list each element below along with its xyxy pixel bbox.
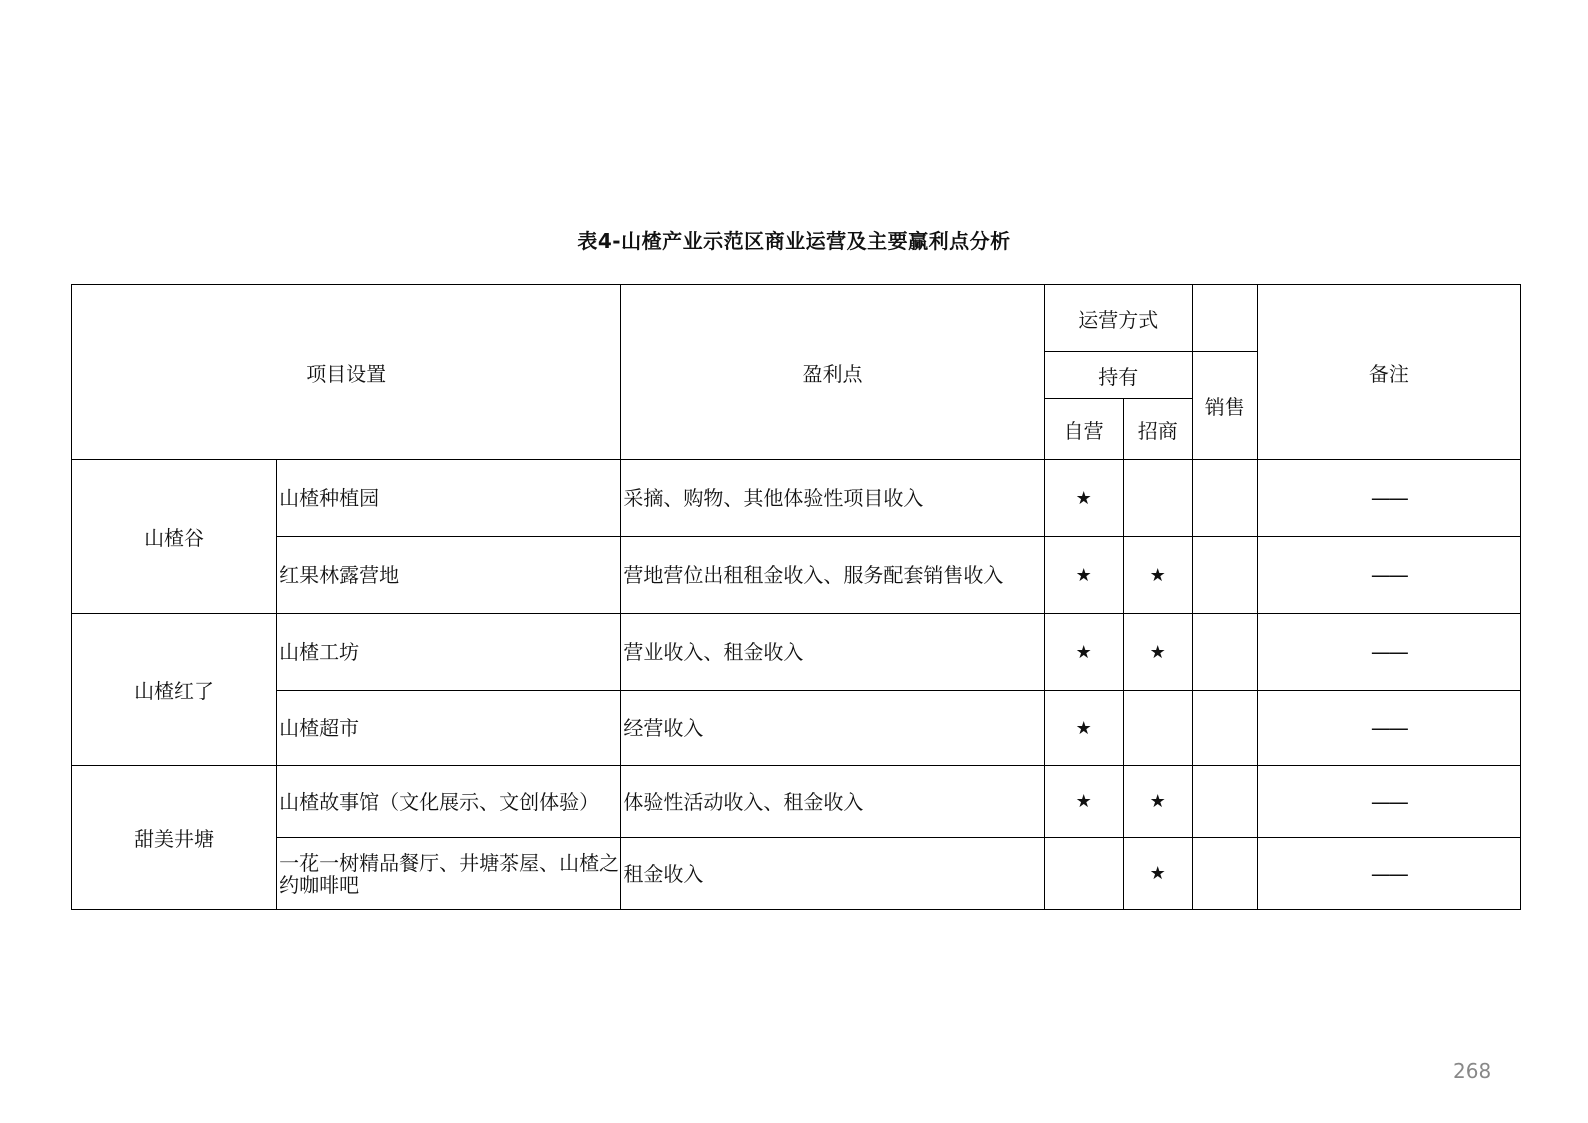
invite-cell — [1123, 691, 1192, 766]
invite-cell: ★ — [1123, 766, 1192, 838]
self-cell: ★ — [1044, 460, 1123, 537]
header-note: 备注 — [1257, 285, 1520, 460]
item-cell: 一花一树精品餐厅、井塘茶屋、山楂之约咖啡吧 — [277, 838, 621, 910]
sale-cell — [1192, 691, 1257, 766]
note-cell: —— — [1370, 716, 1407, 740]
header-invite: 招商 — [1123, 399, 1192, 460]
sale-cell — [1192, 460, 1257, 537]
self-cell — [1044, 838, 1123, 910]
profit-cell: 采摘、购物、其他体验性项目收入 — [621, 460, 1044, 537]
invite-cell: ★ — [1123, 614, 1192, 691]
table-row — [72, 460, 1521, 537]
header-hold: 持有 — [1044, 352, 1192, 399]
item-cell: 山楂故事馆（文化展示、文创体验） — [277, 766, 621, 838]
profit-cell: 营地营位出租租金收入、服务配套销售收入 — [621, 537, 1044, 614]
note-cell: —— — [1370, 563, 1407, 587]
header-sale: 销售 — [1192, 352, 1257, 460]
note-cell: —— — [1370, 861, 1407, 886]
self-cell: ★ — [1044, 766, 1123, 838]
profit-cell: 经营收入 — [621, 691, 1044, 766]
table-row — [72, 537, 1521, 614]
item-cell: 红果林露营地 — [277, 537, 621, 614]
header-profit: 盈利点 — [621, 285, 1044, 460]
header-self: 自营 — [1044, 399, 1123, 460]
group-name: 山楂谷 — [72, 460, 277, 614]
invite-cell — [1123, 460, 1192, 537]
self-cell: ★ — [1044, 691, 1123, 766]
profit-analysis-table — [71, 284, 1521, 910]
table-row — [72, 614, 1521, 691]
table-row — [72, 766, 1521, 838]
profit-cell: 体验性活动收入、租金收入 — [621, 766, 1044, 838]
header-blank — [1192, 285, 1257, 352]
page-number: 268 — [1453, 1059, 1492, 1083]
self-cell: ★ — [1044, 614, 1123, 691]
item-cell: 山楂超市 — [277, 691, 621, 766]
table-row — [72, 838, 1521, 910]
item-cell: 山楂种植园 — [277, 460, 621, 537]
header-operation: 运营方式 — [1044, 285, 1192, 352]
group-name: 甜美井塘 — [72, 766, 277, 910]
invite-cell: ★ — [1123, 537, 1192, 614]
sale-cell — [1192, 838, 1257, 910]
sale-cell — [1192, 537, 1257, 614]
group-name: 山楂红了 — [72, 614, 277, 766]
note-cell: —— — [1370, 789, 1407, 814]
profit-cell: 营业收入、租金收入 — [621, 614, 1044, 691]
table-row — [72, 691, 1521, 766]
self-cell: ★ — [1044, 537, 1123, 614]
sale-cell — [1192, 766, 1257, 838]
table-title: 表4-山楂产业示范区商业运营及主要赢利点分析 — [577, 229, 1011, 253]
header-project: 项目设置 — [72, 285, 621, 460]
sale-cell — [1192, 614, 1257, 691]
item-cell: 山楂工坊 — [277, 614, 621, 691]
note-cell: —— — [1370, 486, 1407, 510]
note-cell: —— — [1370, 640, 1407, 664]
invite-cell: ★ — [1123, 838, 1192, 910]
profit-cell: 租金收入 — [621, 838, 1044, 910]
